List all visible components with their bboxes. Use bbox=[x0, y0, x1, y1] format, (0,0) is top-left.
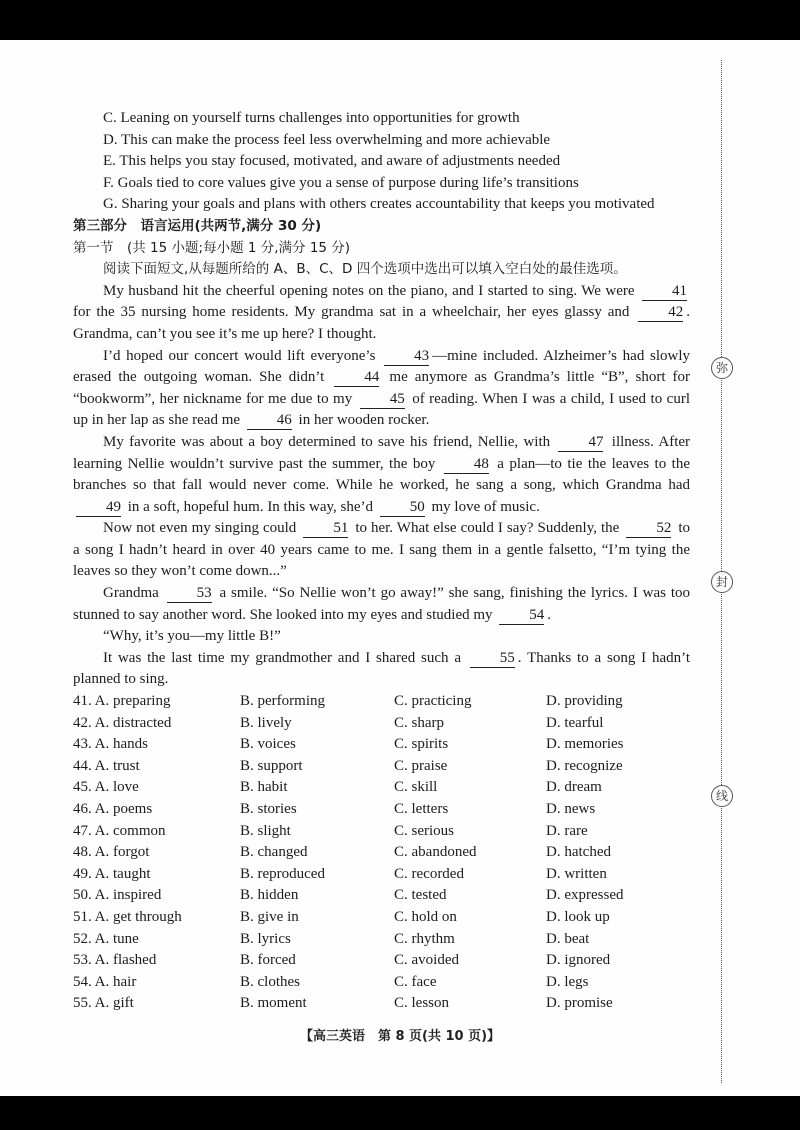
option-c: C. serious bbox=[394, 822, 454, 839]
text: My favorite was about a boy determined to save his friend, Nellie, with bbox=[103, 433, 551, 450]
question-row-53 bbox=[73, 950, 690, 972]
passage-paragraph-3 bbox=[73, 432, 690, 518]
option-d: D. hatched bbox=[546, 844, 611, 861]
option-b: B. slight bbox=[240, 822, 291, 839]
text: a smile. “So Nellie won’t go away!” she sang, finishing the lyrics. I was too stunned to say another word. She looked into my eyes and studied my bbox=[73, 585, 691, 623]
text: to a song I hadn’t heard in over 40 years came to me. I sang them in a gentle falsetto, “I’m tying the leaves so they won’t come down...” bbox=[73, 520, 690, 580]
option-d: D. written bbox=[546, 865, 607, 882]
option-d: D. legs bbox=[546, 973, 589, 990]
blank-45: 45 bbox=[360, 391, 405, 409]
option-b: B. performing bbox=[240, 693, 325, 710]
option-c: C. face bbox=[394, 973, 437, 990]
passage-paragraph-5 bbox=[73, 583, 690, 626]
option-a: 43. A. hands bbox=[73, 736, 148, 753]
question-row-45 bbox=[73, 777, 690, 799]
option-d: D. dream bbox=[546, 779, 602, 796]
option-c: C. spirits bbox=[394, 736, 449, 753]
blank-53: 53 bbox=[167, 585, 212, 603]
option-d: D. providing bbox=[546, 693, 623, 710]
previous-options-list bbox=[73, 108, 690, 216]
option-c: C. letters bbox=[394, 801, 449, 817]
text: —mine included. Alzheimer’s had slowly erased the outgoing woman. She didn’t bbox=[73, 347, 691, 386]
option-a: 45. A. love bbox=[73, 779, 139, 796]
question-row-50 bbox=[73, 885, 690, 907]
seal-mark-feng: 封 bbox=[711, 571, 733, 593]
text: Grandma bbox=[103, 585, 159, 602]
blank-48: 48 bbox=[444, 456, 489, 474]
option-b: B. moment bbox=[240, 995, 307, 1012]
text: . Grandma, can’t you see it’s me up here? I thought. bbox=[73, 304, 691, 342]
text: It was the last time my grandmother and I shared such a bbox=[103, 649, 461, 666]
option-a: 50. A. inspired bbox=[73, 887, 162, 904]
question-row-43 bbox=[73, 734, 690, 756]
blank-55: 55 bbox=[470, 650, 515, 668]
text: my love of music. bbox=[431, 498, 540, 515]
option-a: 53. A. flashed bbox=[73, 952, 157, 969]
option-d: D. news bbox=[546, 801, 596, 817]
option-c: C. recorded bbox=[394, 865, 464, 882]
option-d: D. This can make the process feel less overwhelming and more achievable bbox=[103, 131, 551, 148]
text: to her. What else could I say? Suddenly, the bbox=[355, 520, 620, 537]
blank-51: 51 bbox=[303, 520, 348, 538]
question-row-47 bbox=[73, 821, 690, 843]
text: My husband hit the cheerful opening notes on the piano, and I started to sing. We were bbox=[103, 282, 635, 299]
option-c: C. sharp bbox=[394, 714, 444, 731]
question-row-54 bbox=[73, 972, 690, 994]
option-c: C. Leaning on yourself turns challenges into opportunities for growth bbox=[103, 110, 520, 126]
bottom-black-bar bbox=[0, 1096, 800, 1130]
text: Now not even my singing could bbox=[103, 520, 297, 537]
blank-46: 46 bbox=[247, 412, 292, 430]
option-c: C. hold on bbox=[394, 908, 457, 925]
section-subtitle: 第一节 (共 15 小题;每小题 1 分,满分 15 分) bbox=[73, 239, 351, 256]
text: of reading. When I was a child, I used to curl up in her lap as she read me bbox=[73, 390, 690, 429]
blank-47: 47 bbox=[558, 434, 603, 452]
option-b: B. lyrics bbox=[240, 930, 291, 947]
passage-paragraph-2 bbox=[73, 346, 690, 432]
question-row-52 bbox=[73, 929, 690, 951]
passage-paragraph-1 bbox=[73, 281, 690, 346]
option-d: D. promise bbox=[546, 995, 613, 1012]
text: for the 35 nursing home residents. My grandma sat in a wheelchair, her eyes glassy and bbox=[73, 304, 630, 321]
question-row-48 bbox=[73, 842, 690, 864]
blank-41: 41 bbox=[642, 283, 687, 301]
option-f: F. Goals tied to core values give you a sense of purpose during life’s transitions bbox=[103, 174, 579, 191]
text: in a soft, hopeful hum. In this way, she’d bbox=[127, 498, 373, 515]
top-black-bar bbox=[0, 0, 800, 40]
option-c: C. rhythm bbox=[394, 930, 455, 947]
option-a: 42. A. distracted bbox=[73, 714, 172, 731]
option-d: D. memories bbox=[546, 736, 624, 753]
option-d: D. recognize bbox=[546, 757, 623, 774]
option-c: C. tested bbox=[394, 887, 447, 904]
page-content bbox=[73, 108, 690, 1015]
option-b: B. habit bbox=[240, 779, 288, 796]
text: illness. After learning Nellie wouldn’t survive past the summer, the boy bbox=[73, 433, 691, 472]
option-b: B. clothes bbox=[240, 973, 300, 990]
option-a: 55. A. gift bbox=[73, 995, 134, 1012]
text: me anymore as Grandma’s little “B”, short for “bookworm”, her nickname for me due to my bbox=[73, 369, 691, 407]
seal-mark-mi: 弥 bbox=[711, 357, 733, 379]
passage-paragraph-6: “Why, it’s you—my little B!” bbox=[103, 628, 281, 645]
text: a plan—to tie the leaves to the branches so that fall would never come. While he worked, he sang a song, which Grandma had bbox=[73, 455, 690, 494]
text: . Thanks to a song I hadn’t planned to sing. bbox=[73, 649, 691, 688]
option-b: B. voices bbox=[240, 736, 296, 753]
question-row-51 bbox=[73, 907, 690, 929]
option-b: B. forced bbox=[240, 952, 296, 969]
question-options-table bbox=[73, 691, 690, 1015]
option-a: 41. A. preparing bbox=[73, 693, 171, 710]
question-row-49 bbox=[73, 864, 690, 886]
page-footer: 【高三英语 第 8 页(共 10 页)】 bbox=[299, 1029, 501, 1044]
option-b: B. give in bbox=[240, 908, 299, 925]
option-a: 49. A. taught bbox=[73, 865, 151, 882]
option-b: B. support bbox=[240, 757, 303, 774]
option-c: C. praise bbox=[394, 757, 448, 774]
option-a: 46. A. poems bbox=[73, 801, 153, 817]
option-b: B. hidden bbox=[240, 887, 299, 904]
passage-paragraph-4 bbox=[73, 518, 690, 583]
text: in her wooden rocker. bbox=[298, 412, 430, 429]
question-row-44 bbox=[73, 756, 690, 778]
option-d: D. ignored bbox=[546, 952, 611, 969]
option-b: B. lively bbox=[240, 714, 292, 731]
part-title: 第三部分 语言运用(共两节,满分 30 分) bbox=[73, 217, 322, 234]
blank-43: 43 bbox=[384, 348, 429, 366]
option-g: G. Sharing your goals and plans with others creates accountability that keeps you motivated bbox=[103, 196, 655, 213]
option-d: D. expressed bbox=[546, 887, 624, 904]
passage-paragraph-7 bbox=[73, 648, 690, 691]
option-a: 47. A. common bbox=[73, 822, 166, 839]
option-a: 52. A. tune bbox=[73, 930, 139, 947]
option-a: 54. A. hair bbox=[73, 973, 137, 990]
blank-42: 42 bbox=[638, 304, 683, 322]
instruction: 阅读下面短文,从每题所给的 A、B、C、D 四个选项中选出可以填入空白处的最佳选项。 bbox=[103, 261, 627, 278]
option-c: C. abandoned bbox=[394, 844, 477, 861]
option-d: D. beat bbox=[546, 930, 590, 947]
option-b: B. stories bbox=[240, 801, 297, 817]
blank-52: 52 bbox=[626, 520, 671, 538]
blank-44: 44 bbox=[334, 369, 379, 387]
option-c: C. avoided bbox=[394, 952, 459, 969]
option-c: C. practicing bbox=[394, 693, 472, 710]
blank-49: 49 bbox=[76, 499, 121, 517]
option-b: B. changed bbox=[240, 844, 308, 861]
question-row-41 bbox=[73, 691, 690, 713]
text: I’d hoped our concert would lift everyone’s bbox=[103, 347, 376, 364]
option-a: 51. A. get through bbox=[73, 908, 182, 925]
option-d: D. look up bbox=[546, 908, 610, 925]
option-d: D. rare bbox=[546, 822, 588, 839]
blank-50: 50 bbox=[380, 499, 425, 517]
question-row-42 bbox=[73, 713, 690, 735]
option-e: E. This helps you stay focused, motivated, and aware of adjustments needed bbox=[103, 153, 561, 170]
seal-mark-xian: 线 bbox=[711, 785, 733, 807]
option-c: C. lesson bbox=[394, 995, 450, 1012]
option-a: 48. A. forgot bbox=[73, 844, 150, 861]
option-a: 44. A. trust bbox=[73, 757, 140, 774]
text: . bbox=[547, 606, 552, 623]
question-row-55 bbox=[73, 993, 690, 1015]
blank-54: 54 bbox=[499, 607, 544, 625]
question-row-46 bbox=[73, 799, 690, 821]
option-c: C. skill bbox=[394, 779, 438, 796]
option-d: D. tearful bbox=[546, 714, 604, 731]
option-b: B. reproduced bbox=[240, 865, 325, 882]
